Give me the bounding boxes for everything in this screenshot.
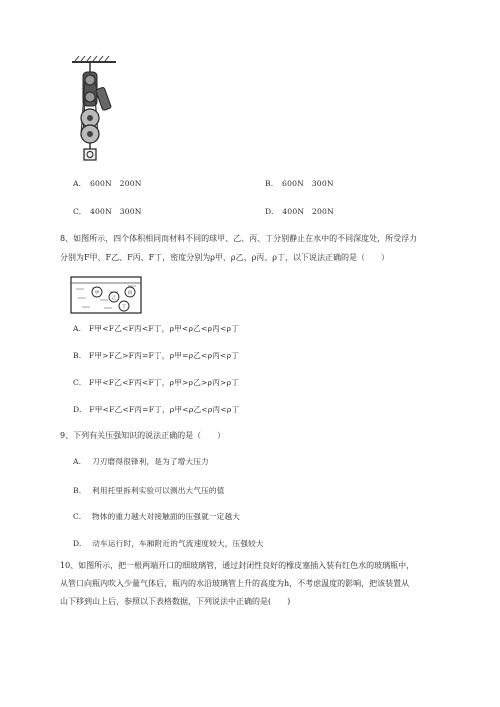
option-text: 利用托里拆利实验可以测出大气压的值: [92, 486, 225, 495]
q7-option-c: [73, 206, 142, 217]
option-letter: A.: [73, 324, 82, 333]
option-letter: A.: [73, 179, 82, 188]
q9-stem: 9、下列有关压强知识的说法正确的是（ ）: [60, 431, 226, 440]
option-text: 动车运行时，车厢附近的气流速度较大，压强较大: [92, 539, 264, 548]
option-letter: C.: [73, 512, 82, 521]
option-letter: A.: [73, 457, 82, 466]
option-letter: B.: [265, 179, 274, 188]
option-letter: B.: [73, 486, 82, 495]
q8-option-b: [73, 350, 239, 361]
ball-label: 甲: [94, 291, 100, 296]
q7-option-b: [265, 178, 334, 189]
option-letter: D.: [73, 539, 82, 548]
option-letter: D.: [265, 207, 274, 216]
option-text: 400N 200N: [282, 207, 334, 216]
q10-stem-line1: 10、如图所示，把一根两端开口的细玻璃管，通过封闭性良好的橡皮塞插入装有红色水的玻璃瓶中，: [60, 561, 415, 570]
option-text: 600N 300N: [282, 179, 334, 188]
ball-label: 丙: [127, 291, 133, 296]
option-text: 物体的重力越大对接触面的压强就一定越大: [91, 512, 241, 521]
option-text: 刀刃磨得很锋利，是为了增大压力: [91, 457, 209, 466]
option-letter: C.: [73, 378, 82, 387]
q7-option-d: [265, 206, 334, 217]
q8-stem-line1: 8、如图所示，四个体积相同而材料不同的球甲、乙、丙、丁分别静止在水中的不同深度处，所受浮力: [60, 234, 418, 243]
q10-stem-line3: 山下移到山上后，参照以下表格数据，下列说法中正确的是( ): [60, 597, 291, 606]
ball-label: 丁: [121, 305, 127, 310]
q7-option-a: [73, 178, 142, 189]
option-text: F甲>F乙>F丙=F丁，ρ甲=ρ乙<ρ丙<ρ丁: [89, 351, 240, 360]
option-letter: C.: [73, 207, 82, 216]
q9-option-b: [73, 485, 225, 496]
q9-option-c: [73, 511, 240, 522]
option-text: F甲<F乙<F丙<F丁，ρ甲>ρ乙>ρ丙>ρ丁: [88, 378, 240, 387]
pulley-figure: [66, 52, 122, 162]
option-letter: B.: [73, 351, 82, 360]
q8-stem-line2: 分别为F甲、F乙、F丙、F丁，密度分别为ρ甲、ρ乙、ρ丙、ρ丁，以下说法正确的是（ ）: [60, 253, 390, 262]
option-text: F甲<F乙<F丙<F丁，ρ甲<ρ乙<ρ丙<ρ丁: [88, 324, 239, 333]
q9-option-d: [73, 538, 264, 549]
option-text: 600N 200N: [89, 179, 142, 188]
option-letter: D.: [73, 405, 82, 414]
option-text: 400N 300N: [89, 207, 142, 216]
q8-option-d: [73, 404, 239, 415]
q8-option-a: [73, 323, 239, 334]
ball-label: 乙: [111, 296, 117, 301]
q10-stem-line2: 从管口向瓶内吹入少量气体后，瓶内的水沿玻璃管上升的高度为h，不考虑温度的影响，把该装置从: [60, 579, 410, 588]
q8-option-c: [73, 377, 239, 388]
tank-figure: [70, 276, 142, 314]
option-text: F甲<F乙<F丙=F丁，ρ甲<ρ乙<ρ丙<ρ丁: [89, 405, 240, 414]
q9-option-a: [73, 456, 209, 467]
